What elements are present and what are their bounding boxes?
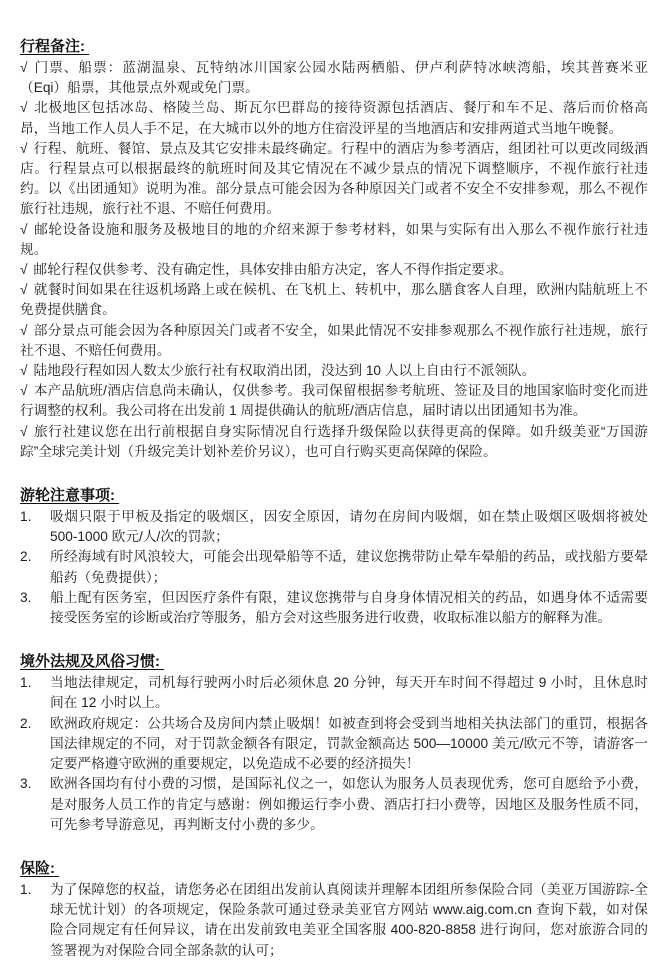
check-mark-icon: √ (20, 100, 28, 116)
list-item (20, 774, 648, 835)
section-heading (20, 486, 648, 506)
check-mark-icon: √ (20, 140, 28, 156)
check-mark-icon: √ (20, 282, 28, 298)
list-item (20, 588, 648, 628)
check-paragraph (20, 280, 648, 320)
list-item-text: 欧洲政府规定：公共场合及房间内禁止吸烟！如被查到将会受到当地相关执法部门的重罚，根据各国法律规定的不同，对于罚款金额各有限定，罚款金额高达 500—10000 美元/欧元不等，请游客一定要严格遵守欧洲的重要规定，以免造成不必要的经济损失！ (50, 715, 648, 772)
section-heading (20, 37, 648, 57)
list-item-text: 欧洲各国均有付小费的习惯，是国际礼仪之一，如您认为服务人员表现优秀，您可自愿给予小费，是对服务人员工作的肯定与感谢：例如搬运行李小费、酒店打扫小费等，因地区及服务性质不同，可先参考导游意见，再判断支付小费的多少。 (50, 776, 648, 832)
section-overseas-laws-customs (20, 652, 648, 835)
list-item-number: 1. (20, 675, 32, 691)
list-item-number: 1. (20, 881, 32, 897)
list-item (20, 547, 648, 587)
section-heading-text: 保险: (20, 859, 55, 877)
check-paragraph (20, 321, 648, 361)
paragraph-text: 门票、船票：蓝湖温泉、瓦特纳冰川国家公园水陆两栖船、伊卢利萨特冰峡湾船，埃其普赛米亚（Eqi）船票，其他景点外观或免门票。 (20, 60, 648, 96)
paragraph-text: 就餐时间如果在往返机场路上或在候机、在飞机上、转机中，那么膳食客人自理，欧洲内陆航班上不免费提供膳食。 (20, 282, 648, 318)
paragraph-text: 邮轮行程仅供参考、没有确定性，具体安排由船方决定，客人不得作指定要求。 (33, 262, 513, 278)
section-heading-text: 境外法规及风俗习惯: (20, 653, 160, 671)
section-heading-text: 游轮注意事项: (20, 487, 115, 505)
paragraph-text: 陆地段行程如因人数太少旅行社有权取消出团，没达到 10 人以上自由行不派领队。 (33, 363, 536, 379)
check-mark-icon: √ (20, 322, 28, 338)
list-item (20, 507, 648, 547)
check-paragraph (20, 58, 648, 98)
check-paragraph (20, 361, 648, 381)
check-mark-icon: √ (20, 262, 28, 278)
list-item-number: 1. (20, 509, 32, 525)
numbered-list (20, 880, 648, 961)
check-paragraph (20, 422, 648, 462)
check-paragraph (20, 260, 648, 280)
list-item-text: 吸烟只限于甲板及指定的吸烟区，因安全原因，请勿在房间内吸烟，如在禁止吸烟区吸烟将被处 500-1000 欧元/人/次的罚款； (50, 509, 648, 545)
list-item-number: 3. (20, 776, 32, 792)
check-paragraph (20, 98, 648, 138)
check-mark-icon: √ (20, 221, 28, 237)
list-item-text: 船上配有医务室，但因医疗条件有限，建议您携带与自身身体情况相关的药品，如遇身体不适需要接受医务室的诊断或治疗等服务，船方会对这些服务进行收费，收取标准以船方的解释为准。 (50, 589, 648, 626)
paragraph-text: 旅行社建议您在出行前根据自身实际情况自行选择升级保险以获得更高的保障。如升级美亚“万国游踪”全球完美计划（升级完美计划补差价另议），也可自行购买更高保障的保险。 (20, 423, 648, 459)
paragraph-text: 北极地区包括冰岛、格陵兰岛、斯瓦尔巴群岛的接待资源包括酒店、餐厅和车不足、落后而价格高昂，当地工作人员人手不足，在大城市以外的地方住宿没评星的当地酒店和安排两道式当地午晚餐。 (20, 100, 648, 136)
numbered-list (20, 507, 648, 628)
check-paragraph (20, 139, 648, 220)
section-heading (20, 859, 648, 879)
section-insurance (20, 859, 648, 961)
paragraph-text: 行程、航班、餐馆、景点及其它安排未最终确定。行程中的酒店为参考酒店，组团社可以更改同级酒店。行程景点可以根据最终的航班时间及其它情况在不减少景点的情况下调整顺序，不视作旅行社违约。以《出团通知》说明为准。部分景点可能会因为各种原因关门或者不安全不安排参观，那么不视作旅行社违规，旅行社不退、不赔任何费用。 (20, 140, 648, 217)
list-item-text: 当地法律规定，司机每行驶两小时后必须休息 20 分钟，每天开车时间不得超过 9 小时，且休息时间在 12 小时以上。 (50, 675, 648, 711)
paragraph-text: 部分景点可能会因为各种原因关门或者不安全，如果此情况不安排参观那么不视作旅行社违规，旅行社不退、不赔任何费用。 (20, 322, 648, 358)
paragraph-text: 本产品航班/酒店信息尚未确认，仅供参考。我司保留根据参考航班、签证及目的地国家临时变化而进行调整的权利。我公司将在出发前 1 周提供确认的航班/酒店信息，届时请以出团通知书为准。 (20, 383, 648, 419)
list-item (20, 714, 648, 775)
section-cruise-precautions (20, 486, 648, 628)
numbered-list (20, 673, 648, 835)
section-itinerary-notes (20, 37, 648, 462)
check-paragraph (20, 220, 648, 260)
section-heading (20, 652, 648, 672)
check-paragraph (20, 381, 648, 421)
check-mark-icon: √ (20, 60, 28, 75)
list-item (20, 673, 648, 713)
check-mark-icon: √ (20, 363, 28, 379)
list-item-text: 为了保障您的权益，请您务必在团组出发前认真阅读并理解本团组所参保险合同（美亚万国游踪-全球无忧计划）的各项规定，保险条款可通过登录美亚官方网站 www.aig.com.cn 查询下载，如对保险合同规定有任何异议，请在出发前致电美亚全国客服 400-820-8858 进行询问，您对旅游合同的签署视为对保险合同全部条款的认可； (50, 881, 648, 958)
paragraph-text: 邮轮设备设施和服务及极地目的地的介绍来源于参考材料，如果与实际有出入那么不视作旅行社违规。 (20, 221, 648, 257)
list-item-number: 2. (20, 549, 32, 565)
list-item-text: 所经海域有时风浪较大，可能会出现晕船等不适，建议您携带防止晕车晕船的药品，或找船方要晕船药（免费提供）； (50, 549, 648, 585)
check-mark-icon: √ (20, 423, 28, 439)
list-item (20, 880, 648, 961)
list-item-number: 3. (20, 589, 32, 605)
section-heading-text: 行程备注: (20, 38, 85, 55)
list-item-number: 2. (20, 715, 32, 731)
check-mark-icon: √ (20, 383, 28, 399)
